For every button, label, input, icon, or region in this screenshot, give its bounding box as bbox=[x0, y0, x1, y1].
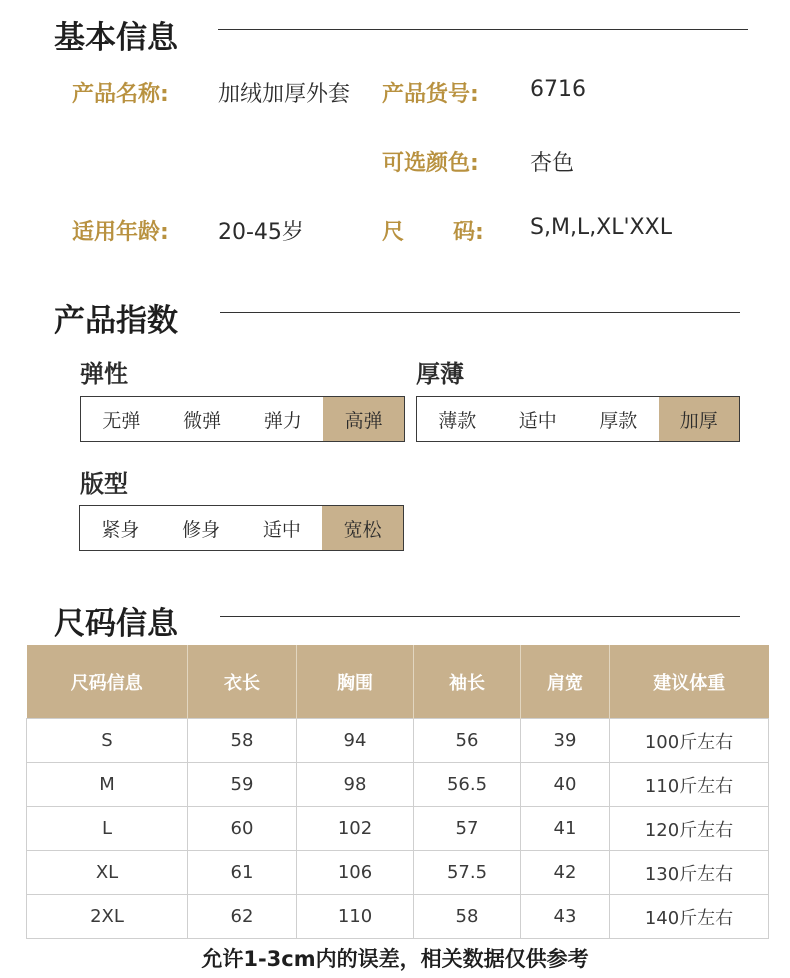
color-value: 杏色 bbox=[530, 151, 575, 176]
table-cell: 110斤左右 bbox=[610, 763, 769, 807]
thickness-option: 薄款 bbox=[438, 409, 477, 432]
header-weight: 建议体重 bbox=[610, 645, 769, 719]
size-footnote: 允许1-3cm内的误差，相关数据仅供参考 bbox=[201, 947, 589, 971]
table-cell: 100斤左右 bbox=[610, 719, 769, 763]
table-cell: 56.5 bbox=[414, 763, 521, 807]
age-value: 20-45岁 bbox=[218, 220, 304, 245]
thickness-option: 厚款 bbox=[599, 409, 638, 432]
table-row bbox=[27, 851, 769, 895]
fit-title: 版型 bbox=[80, 470, 128, 498]
table-cell: XL bbox=[27, 851, 188, 895]
product-name-label: 产品名称: bbox=[72, 82, 169, 107]
table-cell: 57.5 bbox=[414, 851, 521, 895]
table-cell: 130斤左右 bbox=[610, 851, 769, 895]
table-header-row bbox=[27, 645, 769, 719]
table-cell: 94 bbox=[297, 719, 414, 763]
table-cell: 106 bbox=[297, 851, 414, 895]
table-cell: 58 bbox=[188, 719, 297, 763]
table-cell: 61 bbox=[188, 851, 297, 895]
table-row bbox=[27, 895, 769, 939]
size-table bbox=[26, 645, 769, 939]
table-cell: 39 bbox=[521, 719, 610, 763]
table-cell: 110 bbox=[297, 895, 414, 939]
table-cell: 102 bbox=[297, 807, 414, 851]
size-info-divider bbox=[220, 616, 740, 617]
size-value: S,M,L,XL'XXL bbox=[530, 215, 672, 240]
table-cell: 58 bbox=[414, 895, 521, 939]
table-cell: S bbox=[27, 719, 188, 763]
table-cell: 42 bbox=[521, 851, 610, 895]
table-row bbox=[27, 719, 769, 763]
elasticity-option: 无弹 bbox=[102, 409, 141, 432]
table-cell: M bbox=[27, 763, 188, 807]
fit-option: 修身 bbox=[182, 518, 221, 541]
table-cell: 40 bbox=[521, 763, 610, 807]
elasticity-option-selected: 高弹 bbox=[323, 397, 404, 441]
header-sleeve: 袖长 bbox=[414, 645, 521, 719]
table-cell: 60 bbox=[188, 807, 297, 851]
thickness-option: 适中 bbox=[518, 409, 557, 432]
table-cell: L bbox=[27, 807, 188, 851]
table-cell: 140斤左右 bbox=[610, 895, 769, 939]
thickness-title: 厚薄 bbox=[416, 360, 464, 388]
product-code-value: 6716 bbox=[530, 77, 586, 102]
table-row bbox=[27, 807, 769, 851]
table-cell: 62 bbox=[188, 895, 297, 939]
size-info-title: 尺码信息 bbox=[54, 606, 178, 642]
table-cell: 98 bbox=[297, 763, 414, 807]
table-row bbox=[27, 763, 769, 807]
header-shoulder: 肩宽 bbox=[521, 645, 610, 719]
table-cell: 2XL bbox=[27, 895, 188, 939]
table-cell: 57 bbox=[414, 807, 521, 851]
table-cell: 43 bbox=[521, 895, 610, 939]
thickness-option-selected: 加厚 bbox=[659, 397, 740, 441]
basic-info-divider bbox=[218, 29, 748, 30]
product-index-title: 产品指数 bbox=[54, 303, 178, 339]
elasticity-scale bbox=[80, 396, 405, 442]
table-cell: 41 bbox=[521, 807, 610, 851]
elasticity-title: 弹性 bbox=[80, 360, 128, 388]
elasticity-option: 弹力 bbox=[263, 409, 302, 432]
fit-option: 紧身 bbox=[101, 518, 140, 541]
product-index-divider bbox=[220, 312, 740, 313]
product-name-value: 加绒加厚外套 bbox=[218, 82, 351, 107]
basic-info-title: 基本信息 bbox=[54, 20, 178, 56]
size-label-first: 尺 bbox=[382, 220, 405, 245]
table-cell: 120斤左右 bbox=[610, 807, 769, 851]
fit-scale bbox=[79, 505, 404, 551]
header-length: 衣长 bbox=[188, 645, 297, 719]
table-cell: 56 bbox=[414, 719, 521, 763]
size-label-second: 码: bbox=[453, 220, 484, 245]
header-size: 尺码信息 bbox=[27, 645, 188, 719]
fit-option: 适中 bbox=[262, 518, 301, 541]
fit-option-selected: 宽松 bbox=[322, 506, 403, 550]
table-cell: 59 bbox=[188, 763, 297, 807]
header-bust: 胸围 bbox=[297, 645, 414, 719]
thickness-scale bbox=[416, 396, 740, 442]
age-label: 适用年龄: bbox=[72, 220, 169, 245]
elasticity-option: 微弹 bbox=[183, 409, 222, 432]
color-label: 可选颜色: bbox=[382, 151, 479, 176]
product-code-label: 产品货号: bbox=[382, 82, 479, 107]
